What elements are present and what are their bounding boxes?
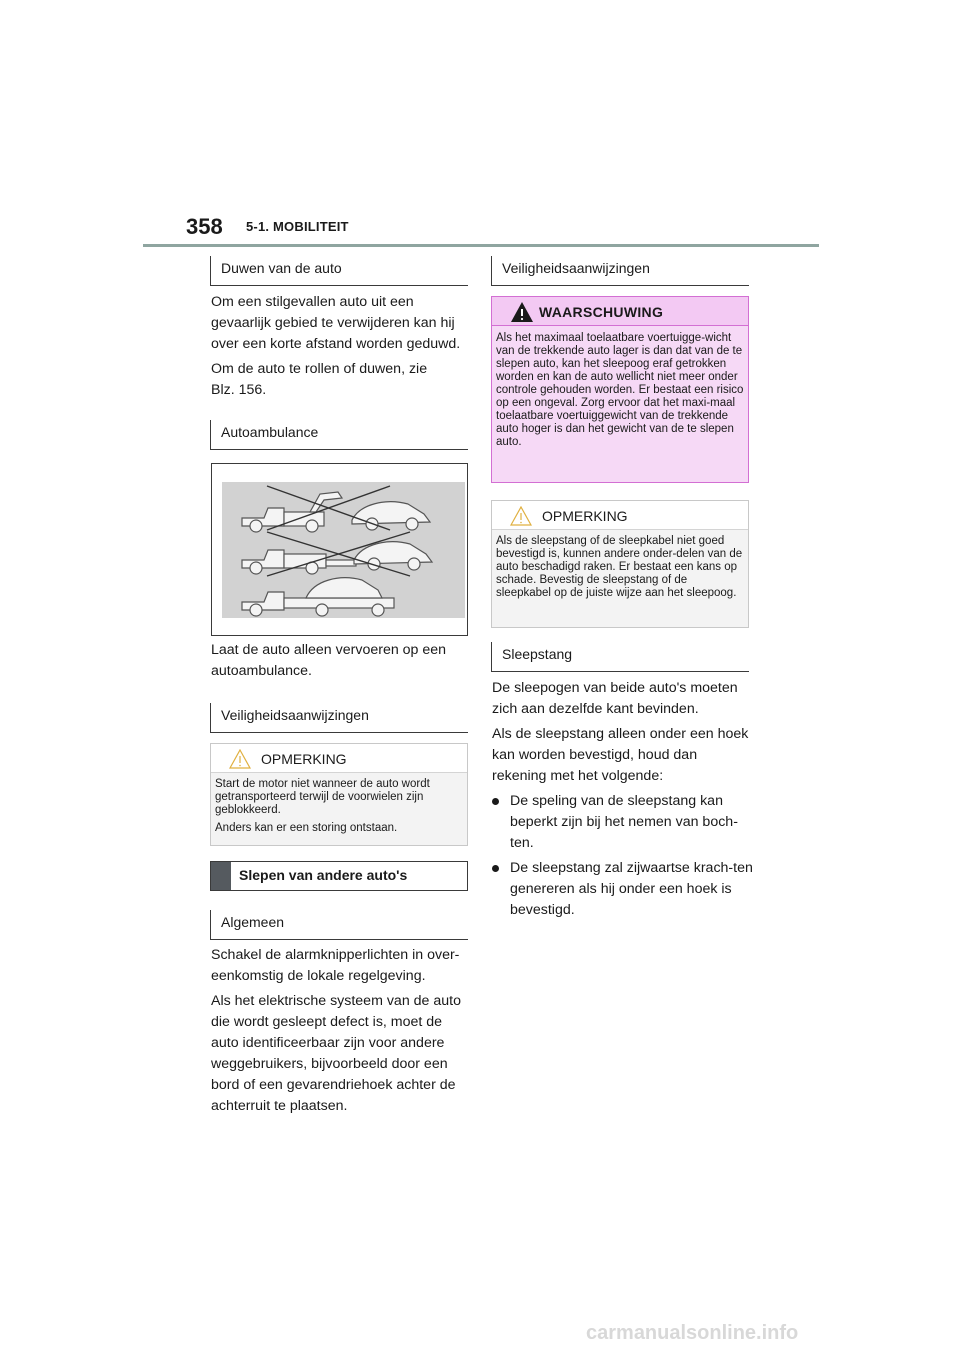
warning-triangle-icon: [510, 301, 534, 323]
note-line-1: Start de motor niet wanneer de auto wordt getransporteerd terwijl de voorwielen zijn geblokkeerd.: [215, 778, 430, 816]
towbar-bullet-1: De speling van de sleepstang kan beperkt zijn bij het nemen van boch-ten.: [492, 791, 754, 854]
heading-ambulance: Autoambulance: [210, 420, 468, 450]
push-text: [211, 292, 473, 405]
towbar-paragraph-2: Als de sleepstang alleen onder een hoek kan worden bevestigd, houd dan rekening met het volgende:: [492, 726, 749, 784]
warning-header: [492, 297, 748, 326]
note-title: OPMERKING: [261, 751, 347, 767]
note-body-right: Als de sleepstang of de sleepkabel niet goed bevestigd is, kunnen andere onder-delen van de auto beschadigd raken. Er bestaat een kans op schade. Bevestig de sleepstang of de sleepkabel op de juiste wijze aan het sleepoog.: [496, 535, 743, 599]
towbar-bullet-2: De sleepstang zal zijwaartse krach-ten genereren als hij onder een hoek is bevestigd.: [492, 858, 754, 921]
note-box-left: [210, 743, 468, 846]
note-title-right: OPMERKING: [542, 508, 628, 524]
heading-towbar: Sleepstang: [491, 642, 749, 672]
note-header: [211, 744, 467, 773]
watermark: carmanualsonline.info: [586, 1322, 799, 1344]
note-header-right: [492, 501, 748, 530]
chapter-title: 5-1. MOBILITEIT: [246, 219, 349, 234]
warning-box: [491, 296, 749, 483]
header-rule: [143, 244, 819, 247]
towbar-text: [492, 678, 754, 925]
heading-towing-label: Slepen van andere auto's: [239, 867, 408, 883]
page-number: 358: [186, 214, 223, 239]
warning-title: WAARSCHUWING: [539, 304, 664, 320]
note-line-2: Anders kan er een storing ontstaan.: [215, 822, 398, 834]
warning-body: Als het maximaal toelaatbare voertuigge-wicht van de trekkende auto lager is dan dat van de te slepen auto, kan het sleepoog eraf getrokken worden en kan de auto wellicht niet meer onder controle gehouden worden. Er bestaat een risico op een ongeval. Zorg ervoor dat het maxi-maal toelaatbare voertuiggewicht van de trekkende auto hoger is dan het gewicht van de te slepen auto.: [496, 332, 744, 448]
ambulance-text: [211, 640, 473, 686]
heading-square: [211, 862, 231, 890]
general-text: [211, 945, 473, 1121]
heading-safety-left: Veiligheidsaanwijzingen: [210, 703, 468, 733]
heading-push: Duwen van de auto: [210, 256, 468, 286]
tow-truck-illustration: [211, 463, 468, 636]
note-box-right: [491, 500, 749, 628]
heading-safety-right: Veiligheidsaanwijzingen: [491, 256, 749, 286]
push-paragraph-2: Om de auto te rollen of duwen, zie Blz. 156.: [211, 361, 428, 398]
tow-illustration-svg: [212, 464, 467, 635]
heading-towing: [210, 861, 468, 891]
general-paragraph-2: Als het elektrische systeem van de auto die wordt gesleept defect is, moet de auto identificeerbaar zijn voor andere weggebruikers, bijvoorbeeld door een bord of een gevarendriehoek achter de achterruit te plaatsen.: [211, 993, 461, 1114]
ambulance-paragraph: Laat de auto alleen vervoeren op een autoambulance.: [211, 642, 447, 679]
caution-triangle-icon: [510, 506, 532, 526]
push-paragraph-1: Om een stilgevallen auto uit een gevaarlijk gebied te verwijderen kan hij over een korte afstand worden geduwd.: [211, 294, 461, 352]
note-body: [211, 773, 467, 846]
general-paragraph-1: Schakel de alarmknipperlichten in over-eenkomstig de lokale regelgeving.: [211, 947, 460, 984]
heading-general: Algemeen: [210, 910, 468, 940]
caution-triangle-icon: [229, 749, 251, 769]
towbar-paragraph-1: De sleepogen van beide auto's moeten zich aan dezelfde kant bevinden.: [492, 680, 738, 717]
